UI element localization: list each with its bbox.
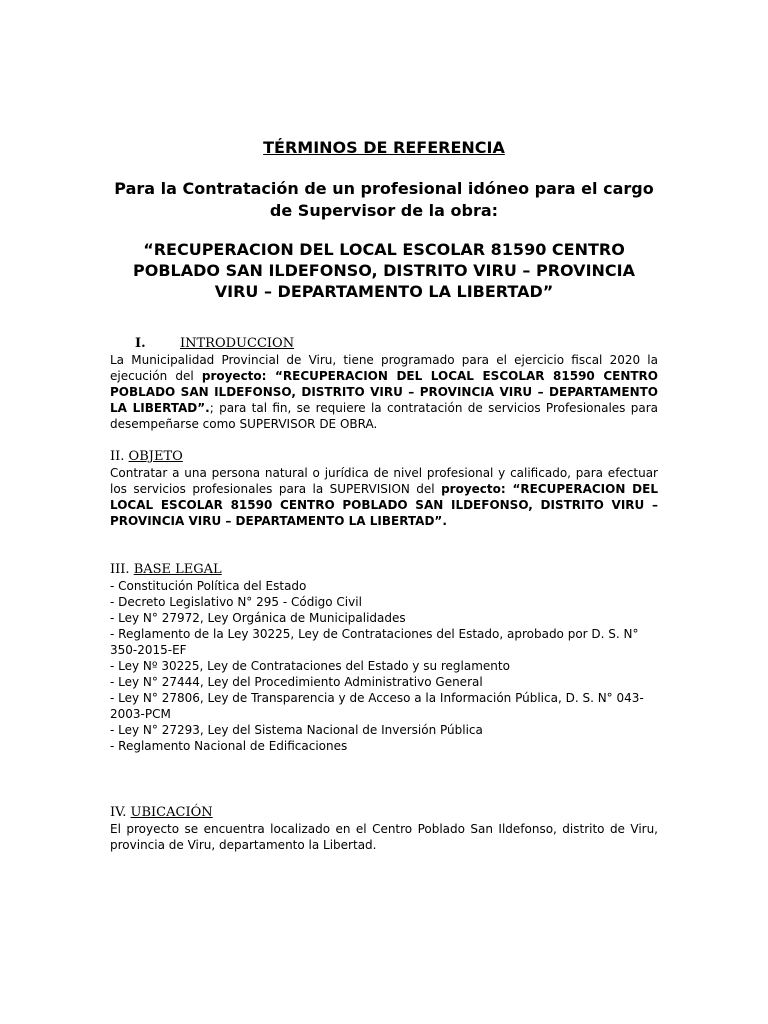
section-ubicacion	[110, 805, 658, 853]
list-item: - Reglamento Nacional de Edificaciones	[110, 739, 348, 753]
intro-project-name: “RECUPERACION DEL LOCAL ESCOLAR 81590 CENTRO POBLADO SAN ILDEFONSO, DISTRITO VIRU – PROVINCIA VIRU – DEPARTAMENTO LA LIBERTAD”.	[110, 369, 658, 415]
list-item: 2003-PCM	[110, 707, 171, 721]
section-title: BASE LEGAL	[133, 562, 222, 577]
list-item: - Constitución Política del Estado	[110, 579, 307, 593]
section-objeto	[110, 449, 658, 529]
list-item: - Reglamento de la Ley 30225, Ley de Contrataciones del Estado, aprobado por D. S. N°	[110, 627, 639, 641]
objeto-text: Contratar a una persona natural o jurídica de nivel profesional y calificado, para efectuar los servicios profesionales para la SUPERVISION del	[110, 466, 658, 496]
section-base-legal	[110, 562, 658, 754]
list-item: - Ley N° 27972, Ley Orgánica de Municipalidades	[110, 611, 406, 625]
proyecto-label: proyecto:	[201, 369, 267, 383]
list-item: - Ley N° 27293, Ley del Sistema Nacional de Inversión Pública	[110, 723, 483, 737]
section-heading	[110, 805, 658, 821]
section-number: III.	[110, 562, 130, 577]
proyecto-label: proyecto:	[441, 482, 506, 496]
section-heading	[110, 336, 658, 352]
section-title: OBJETO	[128, 449, 183, 464]
section-body: El proyecto se encuentra localizado en el Centro Poblado San Ildefonso, distrito de Viru, provincia de Viru, departamento la Libertad.	[110, 822, 658, 852]
list-item: - Ley N° 27444, Ley del Procedimiento Administrativo General	[110, 675, 483, 689]
section-heading	[110, 562, 658, 578]
section-body	[110, 352, 658, 432]
intro-text-start: La Municipalidad Provincial de Viru, tiene programado para el ejercicio fiscal 2020 la ejecución del	[110, 353, 658, 383]
section-number: I.	[135, 336, 146, 351]
list-item: - Ley Nº 30225, Ley de Contrataciones del Estado y su reglamento	[110, 659, 510, 673]
intro-text-end: ; para tal fin, se requiere la contratación de servicios Profesionales para desempeñarse como SUPERVISOR DE OBRA.	[110, 401, 658, 431]
project-title: “RECUPERACION DEL LOCAL ESCOLAR 81590 CENTRO POBLADO SAN ILDEFONSO, DISTRITO VIRU – PROVINCIA VIRU – DEPARTAMENTO LA LIBERTAD”	[133, 240, 635, 301]
document-subtitle: Para la Contratación de un profesional idóneo para el cargo de Supervisor de la obra:	[114, 179, 654, 220]
section-introduccion	[110, 336, 658, 432]
section-body	[110, 465, 658, 529]
document-title: TÉRMINOS DE REFERENCIA	[263, 138, 505, 157]
section-title: INTRODUCCION	[180, 336, 295, 351]
objeto-project-name: “RECUPERACION DEL LOCAL ESCOLAR 81590 CENTRO POBLADO SAN ILDEFONSO, DISTRITO VIRU – PROVINCIA VIRU – DEPARTAMENTO LA LIBERTAD”.	[110, 482, 658, 528]
section-number: II.	[110, 449, 125, 464]
list-item: - Decreto Legislativo N° 295 - Código Civil	[110, 595, 362, 609]
legal-list	[110, 578, 658, 754]
section-heading	[110, 449, 658, 465]
section-title: UBICACIÓN	[130, 805, 213, 820]
list-item: - Ley N° 27806, Ley de Transparencia y de Acceso a la Información Pública, D. S. N° 043-	[110, 691, 644, 705]
section-number: IV.	[110, 805, 127, 820]
list-item: 350-2015-EF	[110, 643, 187, 657]
